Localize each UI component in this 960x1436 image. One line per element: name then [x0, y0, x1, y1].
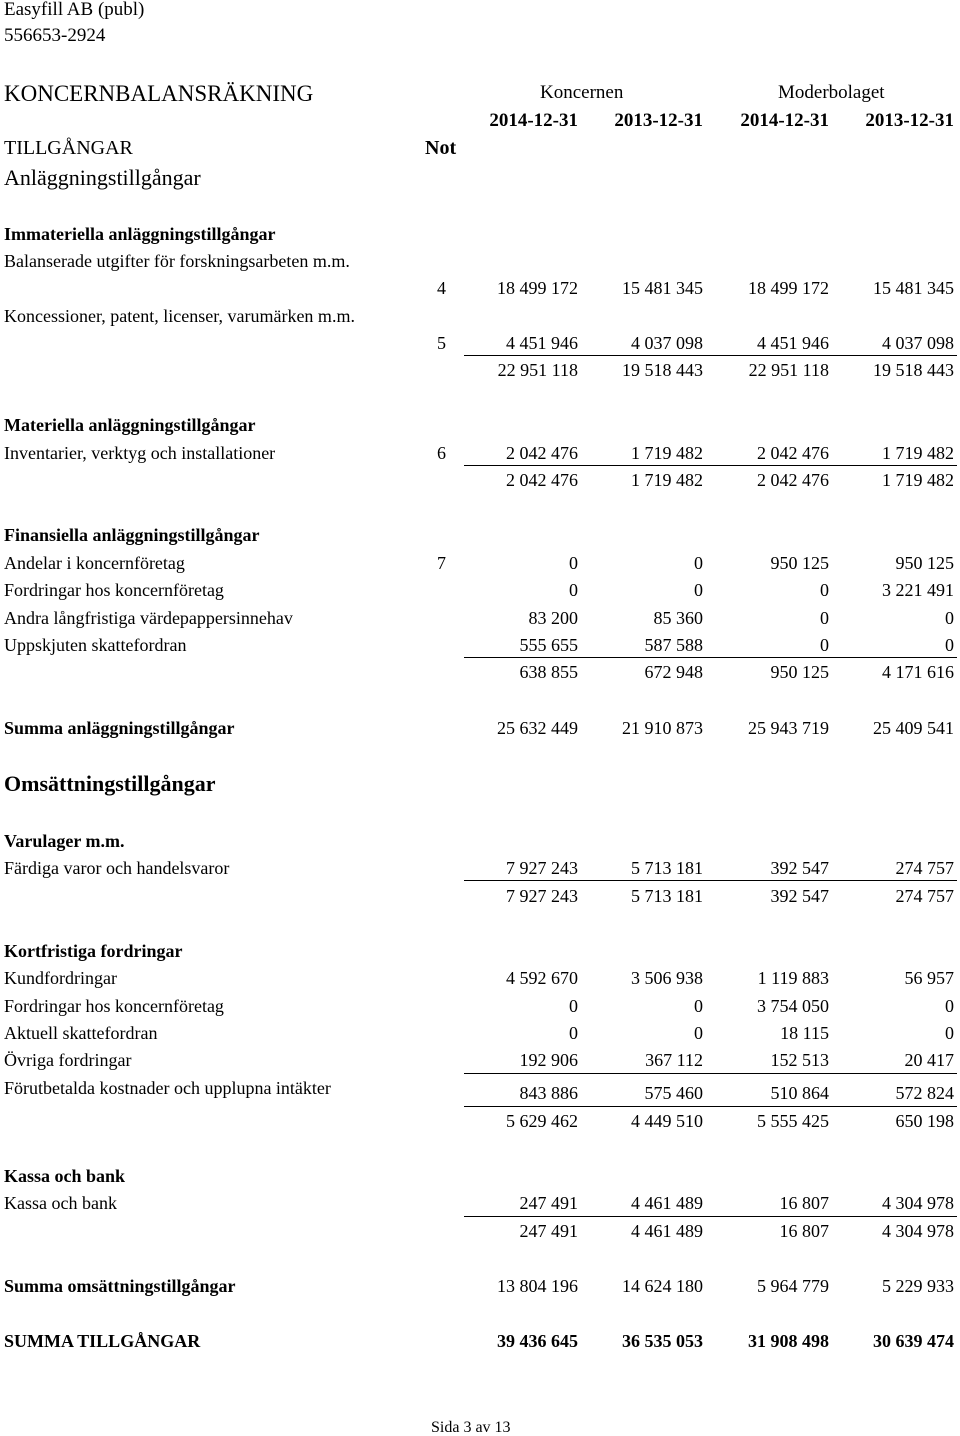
value-cell: 843 886 [519, 1083, 578, 1103]
value-cell: 192 906 [519, 1050, 578, 1070]
row-label: Övriga fordringar [4, 1050, 132, 1070]
subtotal-cell: 950 125 [770, 662, 829, 682]
value-cell: 3 506 938 [631, 968, 703, 988]
date-header: 2014-12-31 [740, 110, 829, 131]
row-label: Fordringar hos koncernföretag [4, 580, 224, 600]
subtotal-rule [464, 355, 957, 356]
sum-cell: 25 632 449 [497, 718, 578, 738]
total-cell: 31 908 498 [748, 1331, 829, 1351]
row-label: Balanserade utgifter för forskningsarbeten m.m. [4, 251, 350, 271]
subtotal-rule [464, 1106, 957, 1107]
value-cell: 18 499 172 [497, 278, 578, 298]
value-cell: 0 [569, 996, 578, 1016]
value-cell: 0 [694, 996, 703, 1016]
subtotal-cell: 22 951 118 [748, 360, 829, 380]
row-rule [464, 1073, 957, 1074]
subtotal-cell: 638 855 [519, 662, 578, 682]
value-cell: 1 719 482 [882, 443, 954, 463]
sum-cell: 25 409 541 [873, 718, 954, 738]
report-title: KONCERNBALANSRÄKNING [4, 81, 314, 106]
subtotal-cell: 4 171 616 [882, 662, 954, 682]
row-label: Koncessioner, patent, licenser, varumärken m.m. [4, 306, 355, 326]
row-label: Uppskjuten skattefordran [4, 635, 187, 655]
value-cell: 56 957 [904, 968, 954, 988]
value-cell: 15 481 345 [873, 278, 954, 298]
subtotal-cell: 247 491 [519, 1221, 578, 1241]
value-cell: 555 655 [519, 635, 578, 655]
subtotal-cell: 650 198 [895, 1111, 954, 1131]
value-cell: 2 042 476 [506, 443, 578, 463]
row-label: Förutbetalda kostnader och upplupna intäkter [4, 1078, 331, 1098]
value-cell: 83 200 [528, 608, 578, 628]
value-cell: 0 [820, 580, 829, 600]
value-cell: 4 037 098 [882, 333, 954, 353]
date-header: 2014-12-31 [489, 110, 578, 131]
value-cell: 16 807 [779, 1193, 829, 1213]
value-cell: 950 125 [895, 553, 954, 573]
date-header: 2013-12-31 [865, 110, 954, 131]
value-cell: 85 360 [653, 608, 703, 628]
value-cell: 575 460 [644, 1083, 703, 1103]
value-cell: 4 451 946 [506, 333, 578, 353]
subtotal-cell: 1 719 482 [631, 470, 703, 490]
value-cell: 274 757 [895, 858, 954, 878]
sum-cell: 25 943 719 [748, 718, 829, 738]
subtotal-cell: 5 555 425 [757, 1111, 829, 1131]
value-cell: 18 115 [780, 1023, 829, 1043]
value-cell: 0 [569, 553, 578, 573]
value-cell: 572 824 [895, 1083, 954, 1103]
value-cell: 0 [945, 635, 954, 655]
subtotal-cell: 19 518 443 [622, 360, 703, 380]
value-cell: 7 927 243 [506, 858, 578, 878]
subtotal-cell: 5 629 462 [506, 1111, 578, 1131]
group-heading-receivables: Kortfristiga fordringar [4, 941, 183, 961]
subtotal-cell: 5 713 181 [631, 886, 703, 906]
value-cell: 3 221 491 [882, 580, 954, 600]
value-cell: 0 [694, 553, 703, 573]
row-label: Fordringar hos koncernföretag [4, 996, 224, 1016]
subsection-heading-fixed-assets: Anläggningstillgångar [4, 165, 201, 190]
section-heading-assets: TILLGÅNGAR [4, 137, 133, 159]
row-note: 5 [437, 333, 446, 353]
total-assets-label: SUMMA TILLGÅNGAR [4, 1331, 201, 1351]
sum-current-assets-label: Summa omsättningstillgångar [4, 1276, 236, 1296]
subtotal-cell: 1 719 482 [882, 470, 954, 490]
sum-fixed-assets-label: Summa anläggningstillgångar [4, 718, 235, 738]
value-cell: 0 [694, 1023, 703, 1043]
total-cell: 30 639 474 [873, 1331, 954, 1351]
company-name: Easyfill AB (publ) [4, 0, 145, 20]
row-label: Andra långfristiga värdepappersinnehav [4, 608, 293, 628]
group-heading-tangible: Materiella anläggningstillgångar [4, 415, 256, 435]
value-cell: 2 042 476 [757, 443, 829, 463]
value-cell: 20 417 [904, 1050, 954, 1070]
row-label: Andelar i koncernföretag [4, 553, 185, 573]
sum-cell: 13 804 196 [497, 1276, 578, 1296]
value-cell: 587 588 [644, 635, 703, 655]
parent-column-label: Moderbolaget [778, 82, 885, 103]
sum-cell: 5 229 933 [882, 1276, 954, 1296]
value-cell: 0 [945, 996, 954, 1016]
value-cell: 0 [694, 580, 703, 600]
value-cell: 0 [569, 580, 578, 600]
value-cell: 510 864 [770, 1083, 829, 1103]
row-label: Inventarier, verktyg och installationer [4, 443, 276, 463]
value-cell: 4 451 946 [757, 333, 829, 353]
subtotal-cell: 4 304 978 [882, 1221, 954, 1241]
subtotal-cell: 672 948 [644, 662, 703, 682]
row-note: 4 [437, 278, 446, 298]
value-cell: 152 513 [770, 1050, 829, 1070]
value-cell: 247 491 [519, 1193, 578, 1213]
note-column-header: Not [425, 137, 457, 159]
subtotal-cell: 4 449 510 [631, 1111, 703, 1131]
value-cell: 950 125 [770, 553, 829, 573]
group-heading-financial: Finansiella anläggningstillgångar [4, 525, 260, 545]
subtotal-rule [464, 1216, 957, 1217]
subtotal-rule [464, 465, 957, 466]
value-cell: 4 461 489 [631, 1193, 703, 1213]
value-cell: 18 499 172 [748, 278, 829, 298]
group-heading-intangible: Immateriella anläggningstillgångar [4, 224, 276, 244]
value-cell: 5 713 181 [631, 858, 703, 878]
date-header: 2013-12-31 [614, 110, 703, 131]
value-cell: 4 592 670 [506, 968, 578, 988]
value-cell: 0 [569, 1023, 578, 1043]
subtotal-cell: 2 042 476 [757, 470, 829, 490]
org-number: 556653-2924 [4, 25, 106, 46]
value-cell: 4 037 098 [631, 333, 703, 353]
row-label: Kundfordringar [4, 968, 117, 988]
subtotal-rule [464, 657, 957, 658]
group-heading-inventory: Varulager m.m. [4, 831, 125, 851]
page-number: Sida 3 av 13 [431, 1419, 511, 1436]
subtotal-cell: 2 042 476 [506, 470, 578, 490]
group-column-label: Koncernen [540, 82, 624, 103]
value-cell: 1 119 883 [757, 968, 829, 988]
subtotal-cell: 274 757 [895, 886, 954, 906]
value-cell: 0 [820, 635, 829, 655]
value-cell: 3 754 050 [757, 996, 829, 1016]
row-note: 7 [437, 553, 446, 573]
value-cell: 0 [945, 1023, 954, 1043]
subtotal-cell: 16 807 [779, 1221, 829, 1241]
value-cell: 367 112 [645, 1050, 703, 1070]
value-cell: 4 304 978 [882, 1193, 954, 1213]
subtotal-cell: 7 927 243 [506, 886, 578, 906]
sum-cell: 5 964 779 [757, 1276, 829, 1296]
value-cell: 1 719 482 [631, 443, 703, 463]
subtotal-cell: 19 518 443 [873, 360, 954, 380]
row-note: 6 [437, 443, 446, 463]
subtotal-cell: 4 461 489 [631, 1221, 703, 1241]
group-heading-cash: Kassa och bank [4, 1166, 126, 1186]
row-label: Färdiga varor och handelsvaror [4, 858, 230, 878]
sum-cell: 21 910 873 [622, 718, 703, 738]
total-cell: 36 535 053 [622, 1331, 703, 1351]
subtotal-rule [464, 880, 957, 881]
total-cell: 39 436 645 [497, 1331, 578, 1351]
row-label: Aktuell skattefordran [4, 1023, 158, 1043]
sum-cell: 14 624 180 [622, 1276, 703, 1296]
value-cell: 15 481 345 [622, 278, 703, 298]
value-cell: 392 547 [770, 858, 829, 878]
subtotal-cell: 392 547 [770, 886, 829, 906]
value-cell: 0 [945, 608, 954, 628]
value-cell: 0 [820, 608, 829, 628]
subtotal-cell: 22 951 118 [497, 360, 578, 380]
subsection-heading-current-assets: Omsättningstillgångar [4, 771, 216, 796]
row-label: Kassa och bank [4, 1193, 117, 1213]
